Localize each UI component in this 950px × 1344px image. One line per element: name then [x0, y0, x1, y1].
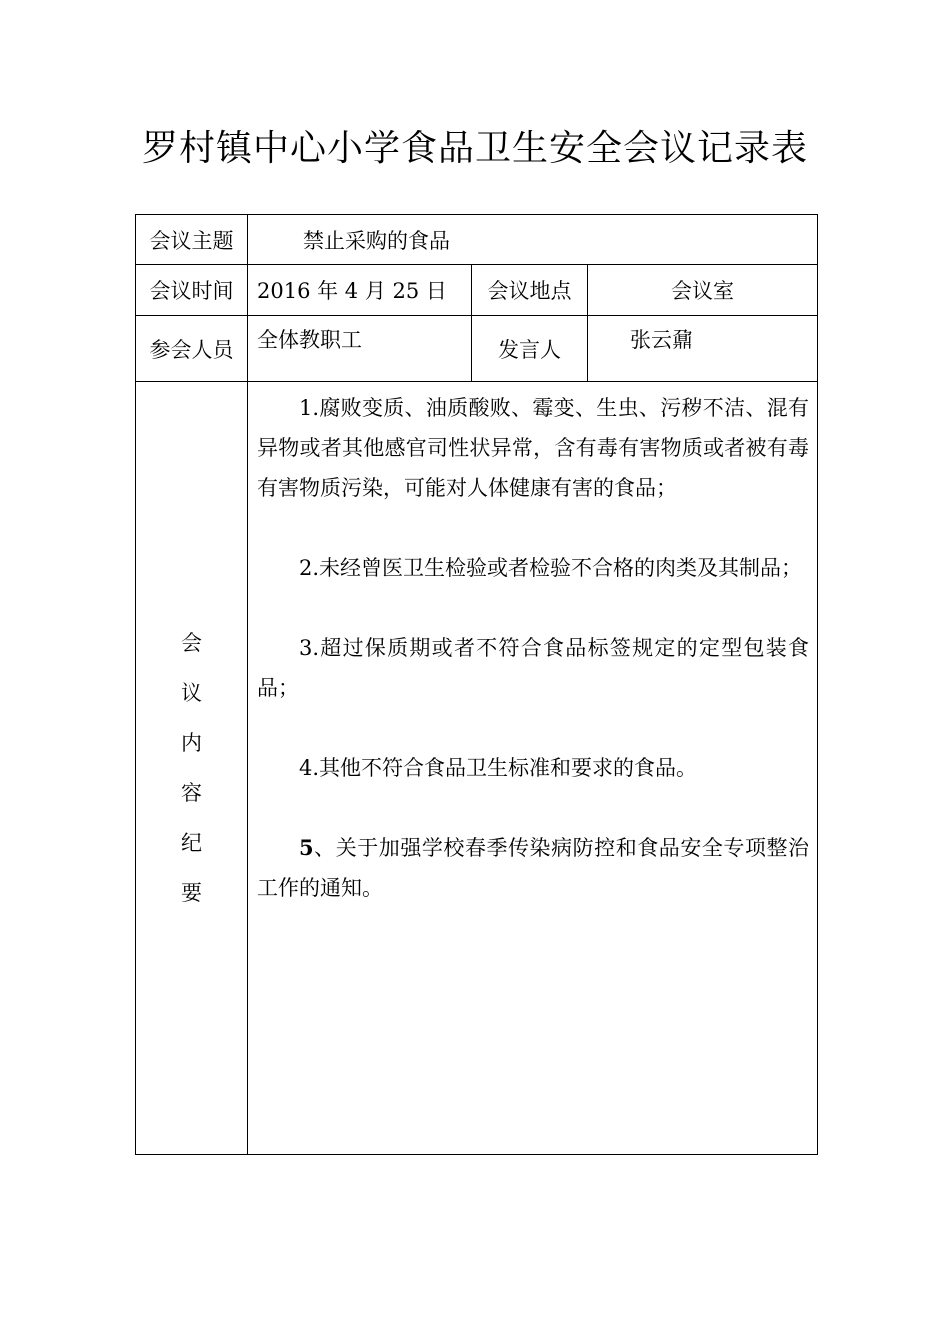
content-label-char: 纪	[181, 831, 202, 855]
content-label-char: 内	[181, 731, 202, 755]
speaker-value: 张云鼐	[588, 316, 818, 382]
attendees-value: 全体教职工	[248, 316, 472, 382]
content-body	[248, 382, 818, 1155]
content-label-char: 议	[181, 681, 202, 705]
time-place-row	[136, 265, 818, 316]
attendees-speaker-row	[136, 316, 818, 382]
topic-row	[136, 215, 818, 265]
content-item-4: 4.其他不符合食品卫生标准和要求的食品。	[299, 756, 698, 780]
speaker-label: 发言人	[472, 316, 588, 382]
time-label: 会议时间	[136, 265, 248, 316]
content-label-char: 要	[181, 881, 202, 905]
attendees-label: 参会人员	[136, 316, 248, 382]
topic-value: 禁止采购的食品	[248, 215, 818, 265]
content-item-2: 2.未经曾医卫生检验或者检验不合格的肉类及其制品；	[299, 556, 803, 580]
content-item-3: 3.超过保质期或者不符合食品标签规定的定型包装食品；	[257, 636, 810, 700]
content-label-char: 会	[181, 631, 202, 655]
place-label: 会议地点	[472, 265, 588, 316]
item-5-text: 、关于加强学校春季传染病防控和食品安全专项整治工作的通知。	[257, 836, 810, 900]
time-value: 2016 年 4 月 25 日	[248, 265, 472, 316]
meeting-record-table	[135, 214, 818, 1155]
content-item-5	[257, 828, 809, 908]
content-label	[136, 382, 248, 1155]
content-item-1: 1.腐败变质、油质酸败、霉变、生虫、污秽不洁、混有异物或者其他感官司性状异常，含有毒有害物质或者被有毒有害物质污染，可能对人体健康有害的食品；	[257, 396, 810, 500]
item-5-number: 5	[299, 835, 314, 860]
content-row	[136, 382, 818, 1155]
place-value: 会议室	[588, 265, 818, 316]
topic-label: 会议主题	[136, 215, 248, 265]
content-label-char: 容	[181, 781, 202, 805]
document-title: 罗村镇中心小学食品卫生安全会议记录表	[141, 128, 808, 169]
